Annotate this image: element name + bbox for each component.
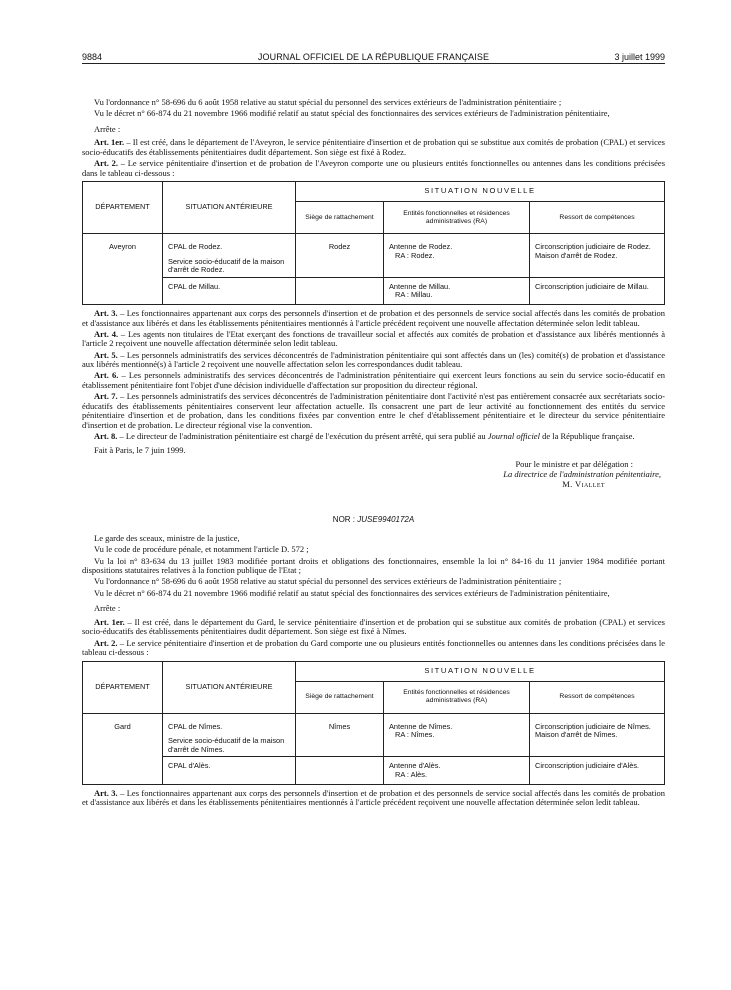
article-text: – Le service pénitentiaire d'insertion et de probation de l'Aveyron comporte une ou plusieurs entités fonctionnelles ou antennes dans les conditions précisées dans le tableau ci-dessous :	[82, 158, 666, 178]
table-row	[83, 713, 665, 757]
page-body	[82, 98, 665, 809]
article-text: – Les personnels administratifs des services déconcentrés de l'administration pénitentiaire qui exercent leurs fonctions au sein du service socio-éducatif en établissement pénitentiaire font l'objet d'une décision individuelle d'affectation sur proposition du directeur régional.	[82, 370, 665, 390]
visa-ordonnance: Vu l'ordonnance n° 58-696 du 6 août 1958 relative au statut spécial du personnel des services extérieurs de l'administration pénitentiaire ;	[94, 576, 562, 587]
garde-des-sceaux: Le garde des sceaux, ministre de la justice,	[94, 533, 240, 544]
article-1	[82, 618, 665, 637]
cell-text: RA : Alès.	[395, 769, 428, 779]
page-number: 9884	[82, 52, 103, 62]
article-text: de la République française.	[539, 431, 635, 442]
col-header-situation-nouvelle: SITUATION NOUVELLE	[296, 182, 665, 202]
visa-decret: Vu le décret n° 66-874 du 21 novembre 1966 modifié relatif au statut spécial des fonctionnaires des services extérieurs de l'administration pénitentiaire,	[94, 108, 610, 119]
signature-line: Pour le ministre et par délégation :	[515, 459, 633, 470]
cell-text: RA : Nîmes.	[395, 730, 435, 740]
article-label: Art. 7.	[94, 391, 118, 402]
cell-text: Antenne de Rodez.	[389, 242, 453, 252]
col-header-entites: Entités fonctionnelles et résidences administratives (RA)	[384, 202, 530, 234]
cell-siege: Rodez	[296, 234, 384, 278]
table-row	[83, 757, 665, 784]
article-7	[82, 392, 665, 430]
table-gard	[82, 661, 665, 785]
article-label: Art. 3.	[94, 308, 118, 319]
article-3	[82, 309, 665, 328]
article-label: Art. 6.	[94, 370, 119, 381]
article-text: – Il est créé, dans le département du Gard, le service pénitentiaire d'insertion et de probation qui se substitue aux comités de probation (CPAL) et services socio-éducatifs des établissements pénitentiaires dudit département. Son siège est fixé à Nîmes.	[82, 616, 665, 637]
article-label: Art. 1er.	[94, 616, 125, 627]
cell-text: Maison d'arrêt de Nîmes.	[535, 730, 618, 740]
fait-a-paris: Fait à Paris, le 7 juin 1999.	[94, 444, 186, 455]
cell-anterieure	[163, 713, 296, 757]
article-label: Art. 1er.	[94, 137, 125, 148]
cell-text: CPAL de Rodez.	[168, 242, 223, 252]
col-header-situation-anterieure: SITUATION ANTÉRIEURE	[163, 182, 296, 234]
col-header-departement: DÉPARTEMENT	[83, 182, 163, 234]
article-text: – Les fonctionnaires appartenant aux corps des personnels d'insertion et de probation et des personnels de service social affectés dans les comités de probation et d'assistance aux libérés et dans les établissements pénitentiaires mentionnés à l'article précédent reçoivent une nouvelle affectation déterminée selon ledit tableau.	[82, 308, 666, 328]
cell-text: Service socio-éducatif de la maison d'arrêt de Rodez.	[168, 256, 285, 275]
signatory-name: M. Viallet	[562, 479, 605, 490]
article-text: – Le directeur de l'administration pénitentiaire est chargé de l'exécution du présent arrêté, qui sera publié au	[119, 431, 488, 442]
article-text: – Les personnels administratifs des services déconcentrés de l'administration pénitentiaire dont l'activité n'est pas entièrement consacrée aux secrétariats socio-éducatifs des établissements pénitentiaires conservent leur affectation actuelle. Ils consacrent une part de leur activité au fonctionnement des entités du service pénitentiaire d'insertion et de probation, dans les conditions fixées par convention entre le chef d'établissement pénitentiaire et le directeur du service pénitentiaire d'insertion et de probation. Le directeur régional vise la convention.	[82, 391, 665, 430]
nor-reference	[82, 515, 665, 524]
cell-text: Maison d'arrêt de Rodez.	[535, 250, 618, 260]
nor-code: JUSE9940172A	[357, 515, 415, 525]
cell-text: Circonscription judiciaire de Nîmes.	[535, 721, 651, 731]
cell-text: RA : Rodez.	[395, 250, 435, 260]
article-4	[82, 330, 665, 349]
col-header-siege: Siège de rattachement	[296, 681, 384, 713]
article-label: Art. 3.	[94, 787, 118, 798]
visa-ordonnance: Vu l'ordonnance n° 58-696 du 6 août 1958 relative au statut spécial du personnel des services extérieurs de l'administration pénitentiaire ;	[94, 97, 562, 107]
article-text: – Les agents non titulaires de l'Etat exerçant des fonctions de travailleur social et affectés aux comités de probation et d'assistance aux libérés mentionnés à l'article 2 reçoivent une nouvelle affectation déterminée selon ledit tableau.	[82, 328, 665, 349]
col-header-entites: Entités fonctionnelles et résidences administratives (RA)	[384, 681, 530, 713]
article-label: Art. 4.	[94, 328, 119, 339]
journal-officiel-italic: Journal officiel	[487, 431, 540, 442]
cell-ressort: Circonscription judiciaire d'Alès.	[530, 757, 665, 784]
article-label: Art. 2.	[94, 637, 118, 648]
cell-ressort: Circonscription judiciaire de Millau.	[530, 277, 665, 304]
page-header	[82, 52, 665, 64]
journal-title: JOURNAL OFFICIEL DE LA RÉPUBLIQUE FRANÇAISE	[257, 52, 490, 62]
col-header-ressort: Ressort de compétences	[530, 681, 665, 713]
cell-anterieure: CPAL d'Alès.	[163, 757, 296, 784]
cell-text: Antenne d'Alès.	[389, 761, 441, 771]
article-text: – Le service pénitentiaire d'insertion et de probation du Gard comporte une ou plusieurs entités fonctionnelles ou antennes dans les conditions précisées dans le tableau ci-dessous :	[82, 637, 665, 658]
cell-text: CPAL de Nîmes.	[168, 721, 223, 731]
article-1	[82, 138, 665, 157]
col-header-situation-anterieure: SITUATION ANTÉRIEURE	[163, 661, 296, 713]
visa-code-procedure: Vu le code de procédure pénale, et notamment l'article D. 572 ;	[94, 544, 309, 555]
cell-entites	[384, 713, 530, 757]
arrete-heading: Arrête :	[94, 123, 121, 134]
article-5	[82, 351, 665, 370]
col-header-ressort: Ressort de compétences	[530, 202, 665, 234]
visa-loi: Vu la loi n° 83-634 du 13 juillet 1983 modifiée portant droits et obligations des fonctionnaires, ensemble la loi n° 84-16 du 11 janvier 1984 modifiée portant dispositions statutaires relatives à la fonction publique de l'Etat ;	[82, 555, 665, 576]
cell-siege	[296, 277, 384, 304]
col-header-situation-nouvelle: SITUATION NOUVELLE	[296, 661, 665, 681]
issue-date: 3 juillet 1999	[614, 52, 665, 62]
col-header-siege: Siège de rattachement	[296, 202, 384, 234]
table-aveyron	[82, 181, 665, 305]
article-text: – Les personnels administratifs des services déconcentrés de l'administration pénitentiaire qui sont affectés dans un (les) comité(s) de probation et d'assistance aux libérés mentionné(s) à l'article 2 reçoivent une nouvelle affectation selon les correspondances dudit tableau.	[82, 349, 665, 370]
cell-text: Antenne de Nîmes.	[389, 721, 453, 731]
table-row	[83, 234, 665, 278]
cell-anterieure: CPAL de Millau.	[163, 277, 296, 304]
cell-siege	[296, 757, 384, 784]
article-label: Art. 2.	[94, 158, 118, 169]
cell-ressort	[530, 713, 665, 757]
article-label: Art. 5.	[94, 349, 118, 360]
signature-block	[82, 459, 665, 489]
cell-departement: Gard	[83, 713, 163, 784]
cell-siege: Nîmes	[296, 713, 384, 757]
cell-ressort	[530, 234, 665, 278]
article-2	[82, 159, 665, 178]
cell-entites	[384, 234, 530, 278]
signature-title: La directrice de l'administration pénitentiaire,	[503, 469, 661, 480]
cell-text: Service socio-éducatif de la maison d'arrêt de Nîmes.	[168, 736, 285, 754]
article-text: – Il est créé, dans le département de l'Aveyron, le service pénitentiaire d'insertion et de probation qui se substitue aux comités de probation (CPAL) et services socio-éducatifs des établissements pénitentiaires dudit département. Son siège est fixé à Rodez.	[82, 137, 665, 157]
cell-entites	[384, 277, 530, 304]
cell-text: Circonscription judiciaire de Rodez.	[535, 242, 651, 252]
cell-text: RA : Millau.	[395, 290, 433, 300]
article-label: Art. 8.	[94, 431, 118, 442]
cell-departement: Aveyron	[83, 234, 163, 305]
article-6	[82, 371, 665, 390]
visa-decret: Vu le décret n° 66-874 du 21 novembre 1966 modifié relatif au statut spécial des fonctionnaires des services extérieurs de l'administration pénitentiaire,	[94, 587, 610, 598]
article-text: – Les fonctionnaires appartenant aux corps des personnels d'insertion et de probation et des personnels de service social affectés dans les comités de probation et d'assistance aux libérés et dans les établissements pénitentiaires mentionnés à l'article précédent reçoivent une nouvelle affectation déterminée selon ledit tableau.	[82, 787, 666, 807]
arrete-heading: Arrête :	[94, 603, 121, 614]
cell-entites	[384, 757, 530, 784]
col-header-departement: DÉPARTEMENT	[83, 661, 163, 713]
nor-label: NOR :	[332, 515, 356, 525]
cell-anterieure	[163, 234, 296, 278]
table-row	[83, 277, 665, 304]
cell-text: Antenne de Millau.	[389, 281, 451, 291]
article-8	[82, 432, 665, 442]
article-3	[82, 789, 665, 808]
article-2	[82, 639, 665, 658]
